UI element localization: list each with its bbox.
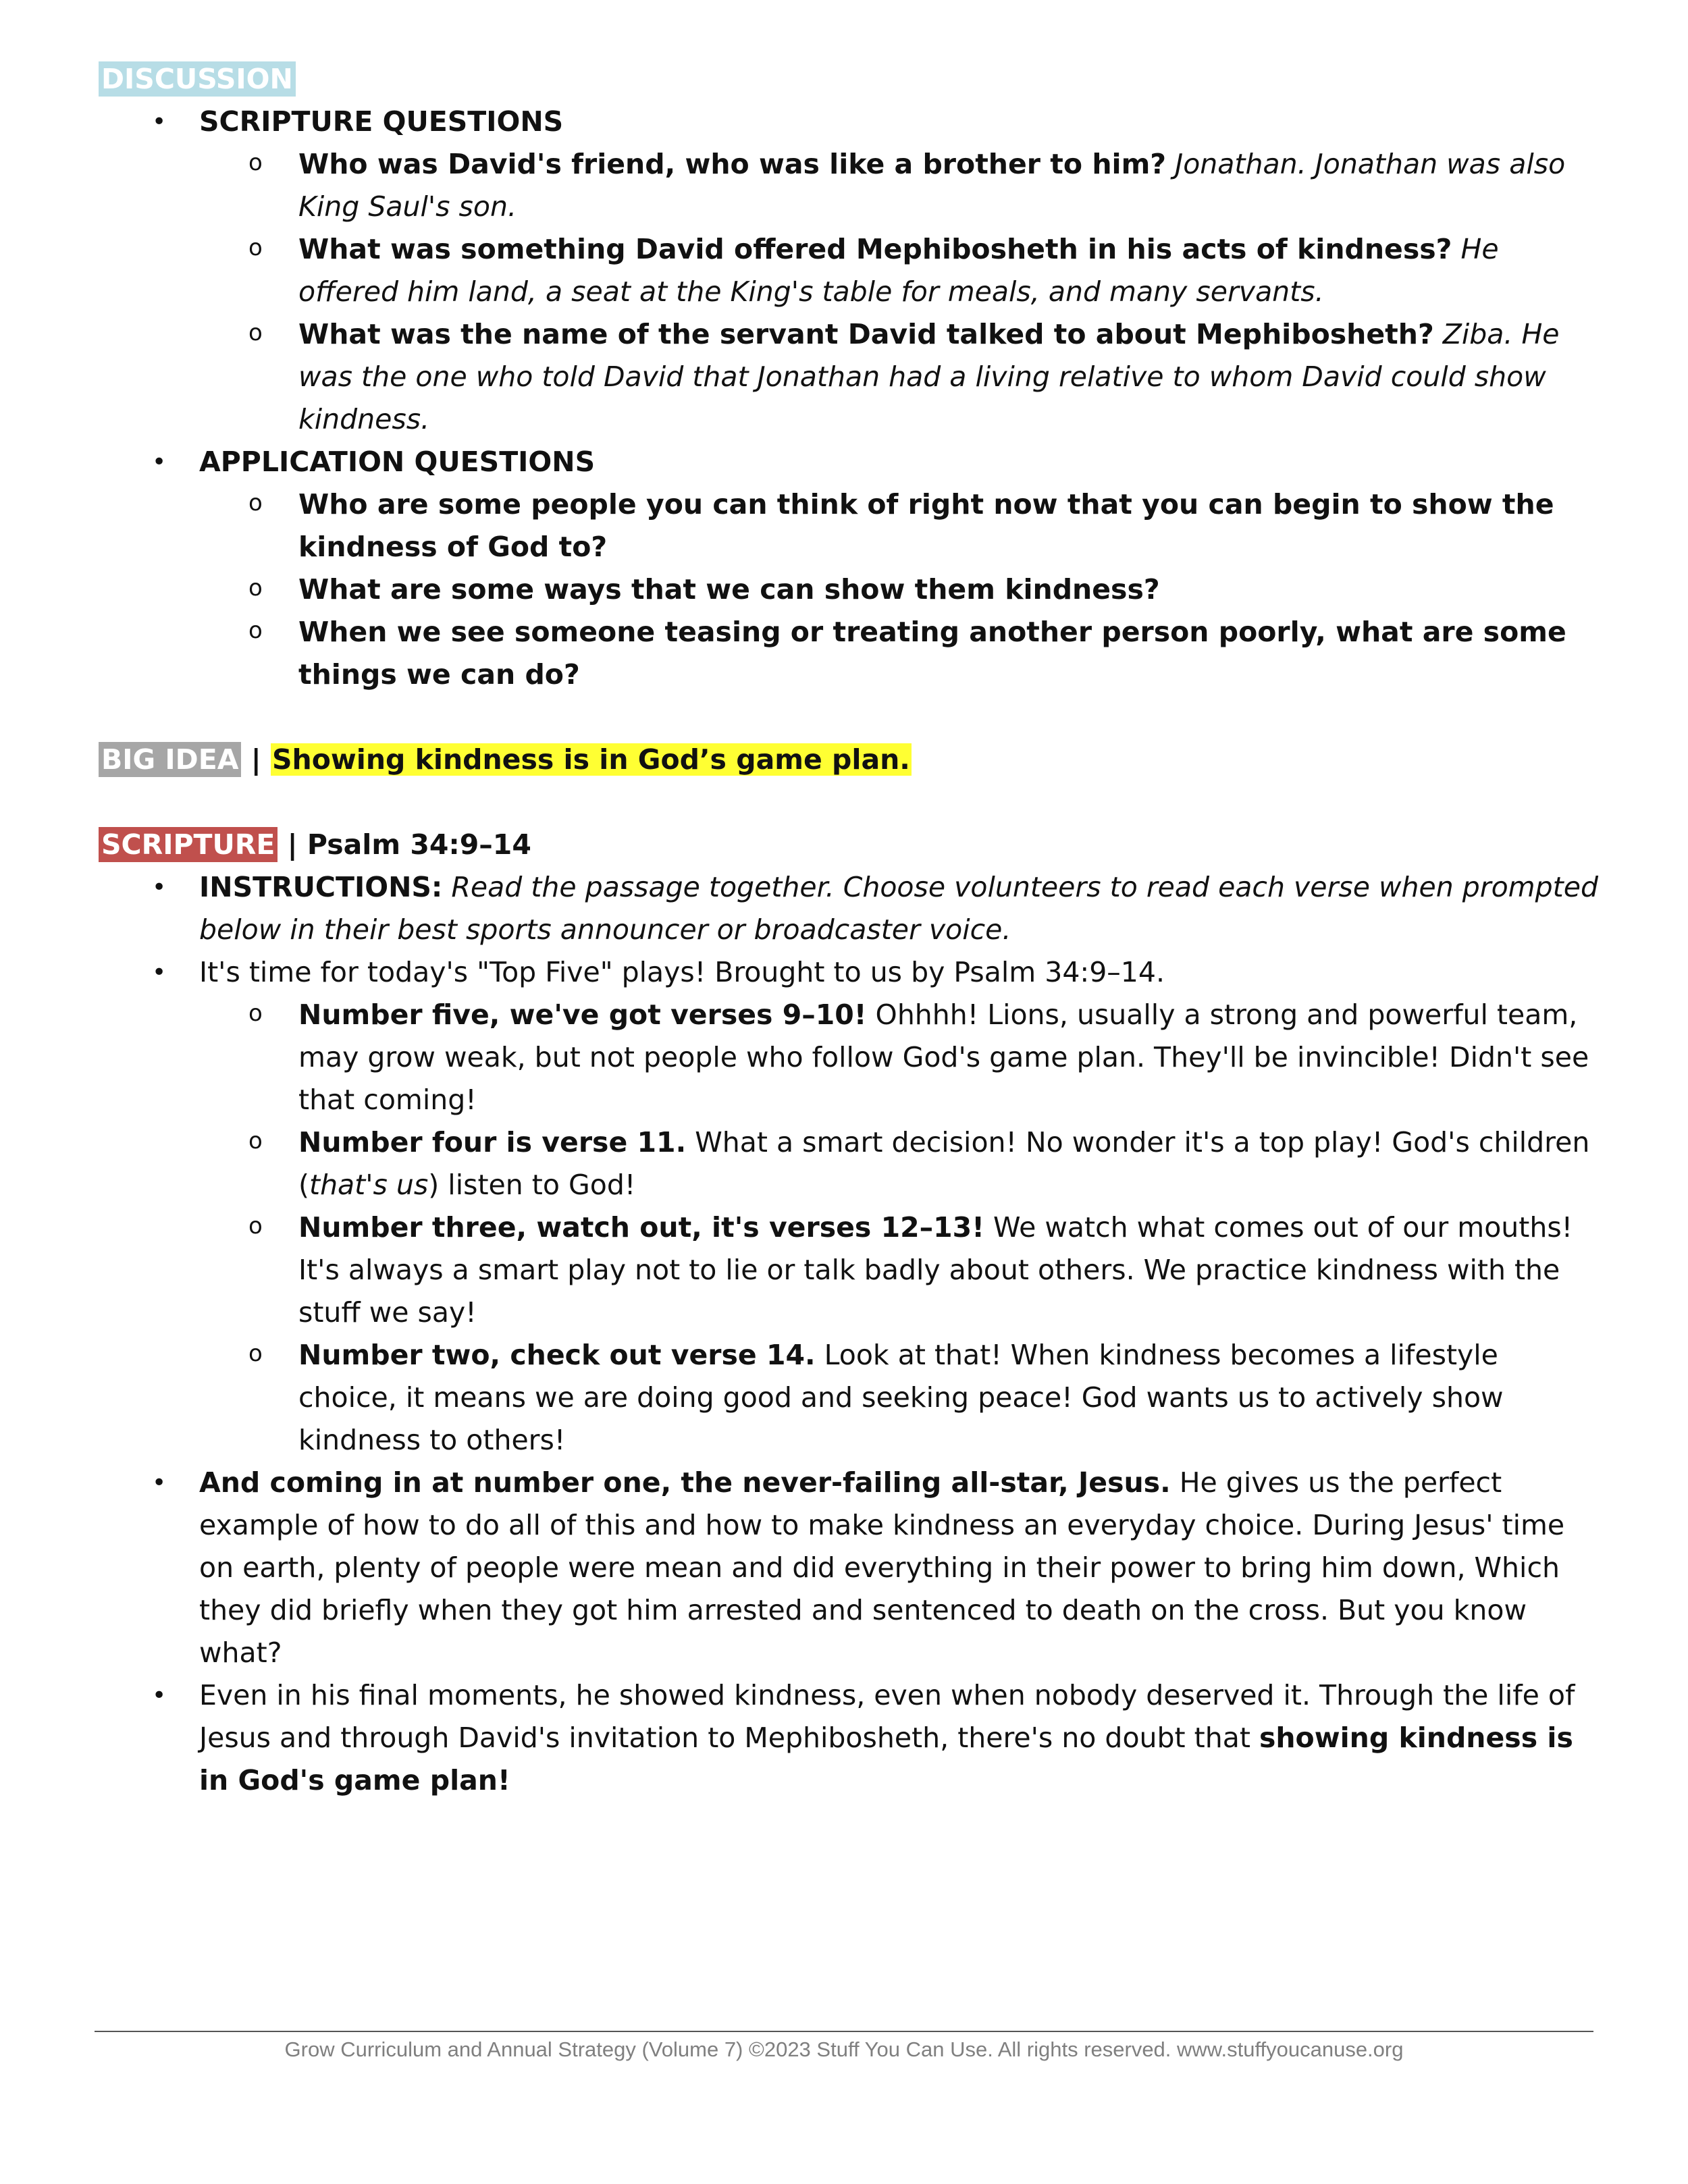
question-text: What was the name of the servant David talked to about Mephibosheth? <box>298 318 1434 350</box>
list-item <box>99 228 1604 313</box>
instructions-label: INSTRUCTIONS: <box>199 871 443 903</box>
play-text: What a smart decision! No wonder it's a top play! God's children ( <box>298 1126 1590 1201</box>
list-item <box>99 951 1604 1462</box>
play-text: ) listen to God! <box>428 1169 636 1201</box>
list-item <box>99 568 1604 611</box>
closing-text: Even in his final moments, he showed kindness, even when nobody deserved it. Through the life of Jesus and through David's invitation to Mephibosheth, there's no doubt that <box>199 1679 1575 1754</box>
question-text: What are some ways that we can show them kindness? <box>298 573 1160 606</box>
list-item <box>99 483 1604 568</box>
question-text: What was something David offered Mephibosheth in his acts of kindness? <box>298 233 1452 265</box>
scripture-tag: SCRIPTURE <box>99 827 278 862</box>
list-item <box>99 441 1604 696</box>
answer-text: He offered him land, a seat at the King's table for meals, and many servants. <box>298 233 1499 308</box>
list-item <box>99 994 1604 1121</box>
play-lead: Number two, check out verse 14. <box>298 1339 816 1371</box>
play-lead: Number three, watch out, it's verses 12–13! <box>298 1211 984 1244</box>
play-text-italic: that's us <box>309 1169 429 1201</box>
number-one-text: He gives us the perfect example of how to do all of this and how to make kindness an everyday choice. During Jesus' time on earth, plenty of people were mean and did everything in their power to bring him down, Which they did briefly when they got him arrested and sentenced to death on the cross. But you know what? <box>199 1466 1565 1669</box>
separator: | <box>241 743 271 776</box>
question-text: Who are some people you can think of right now that you can begin to show the kindness of God to? <box>298 488 1554 563</box>
discussion-list <box>99 101 1604 696</box>
play-lead: Number four is verse 11. <box>298 1126 687 1158</box>
discussion-heading <box>99 58 1604 101</box>
list-item <box>99 313 1604 441</box>
scripture-questions-heading: SCRIPTURE QUESTIONS <box>199 105 564 138</box>
separator: | <box>278 828 307 861</box>
application-questions-list <box>99 483 1604 696</box>
question-text: Who was David's friend, who was like a brother to him? <box>298 148 1167 180</box>
footer-divider <box>95 2031 1593 2032</box>
play-text: We watch what comes out of our mouths! It's always a smart play not to lie or talk badly about others. We practice kindness with the stuff we say! <box>298 1211 1573 1329</box>
big-idea-text: Showing kindness is in God’s game plan. <box>272 743 910 776</box>
list-item <box>99 1334 1604 1462</box>
list-item <box>99 1462 1604 1674</box>
scripture-questions-list <box>99 143 1604 441</box>
answer-text: Ziba. He was the one who told David that Jonathan had a living relative to whom David could show kindness. <box>298 318 1560 435</box>
list-item <box>99 1121 1604 1206</box>
list-item <box>99 1674 1604 1802</box>
closing-bold: showing kindness is in God's game plan! <box>199 1722 1573 1796</box>
answer-text: Jonathan. Jonathan was also King Saul's son. <box>298 148 1566 223</box>
application-questions-heading: APPLICATION QUESTIONS <box>199 446 596 478</box>
big-idea-line <box>99 739 1604 781</box>
footer-text: Grow Curriculum and Annual Strategy (Volume 7) ©2023 Stuff You Can Use. All rights reserved. www.stuffyoucanuse.org <box>284 2037 1404 2061</box>
play-text: Ohhhh! Lions, usually a strong and powerful team, may grow weak, but not people who follow God's game plan. They'll be invincible! Didn't see that coming! <box>298 998 1589 1116</box>
list-item <box>99 1206 1604 1334</box>
number-one-lead: And coming in at number one, the never-failing all-star, Jesus. <box>199 1466 1171 1499</box>
scripture-list <box>99 866 1604 1802</box>
list-item <box>99 611 1604 696</box>
scripture-reference: Psalm 34:9–14 <box>307 828 531 861</box>
spacer <box>99 696 1604 739</box>
list-item <box>99 866 1604 951</box>
play-lead: Number five, we've got verses 9–10! <box>298 998 867 1031</box>
plays-list <box>99 994 1604 1462</box>
list-item <box>99 143 1604 228</box>
big-idea-tag: BIG IDEA <box>99 742 241 777</box>
scripture-line <box>99 824 1604 866</box>
spacer <box>99 781 1604 824</box>
list-item <box>99 101 1604 441</box>
play-text: Look at that! When kindness becomes a lifestyle choice, it means we are doing good and seeking peace! God wants us to actively show kindness to others! <box>298 1339 1504 1456</box>
document-page <box>99 58 1604 1802</box>
instructions-text: Read the passage together. Choose volunteers to read each verse when prompted below in their best sports announcer or broadcaster voice. <box>199 871 1598 946</box>
top-five-intro: It's time for today's "Top Five" plays! Brought to us by Psalm 34:9–14. <box>199 956 1165 988</box>
discussion-tag: DISCUSSION <box>99 61 296 97</box>
question-text: When we see someone teasing or treating another person poorly, what are some things we can do? <box>298 616 1566 691</box>
